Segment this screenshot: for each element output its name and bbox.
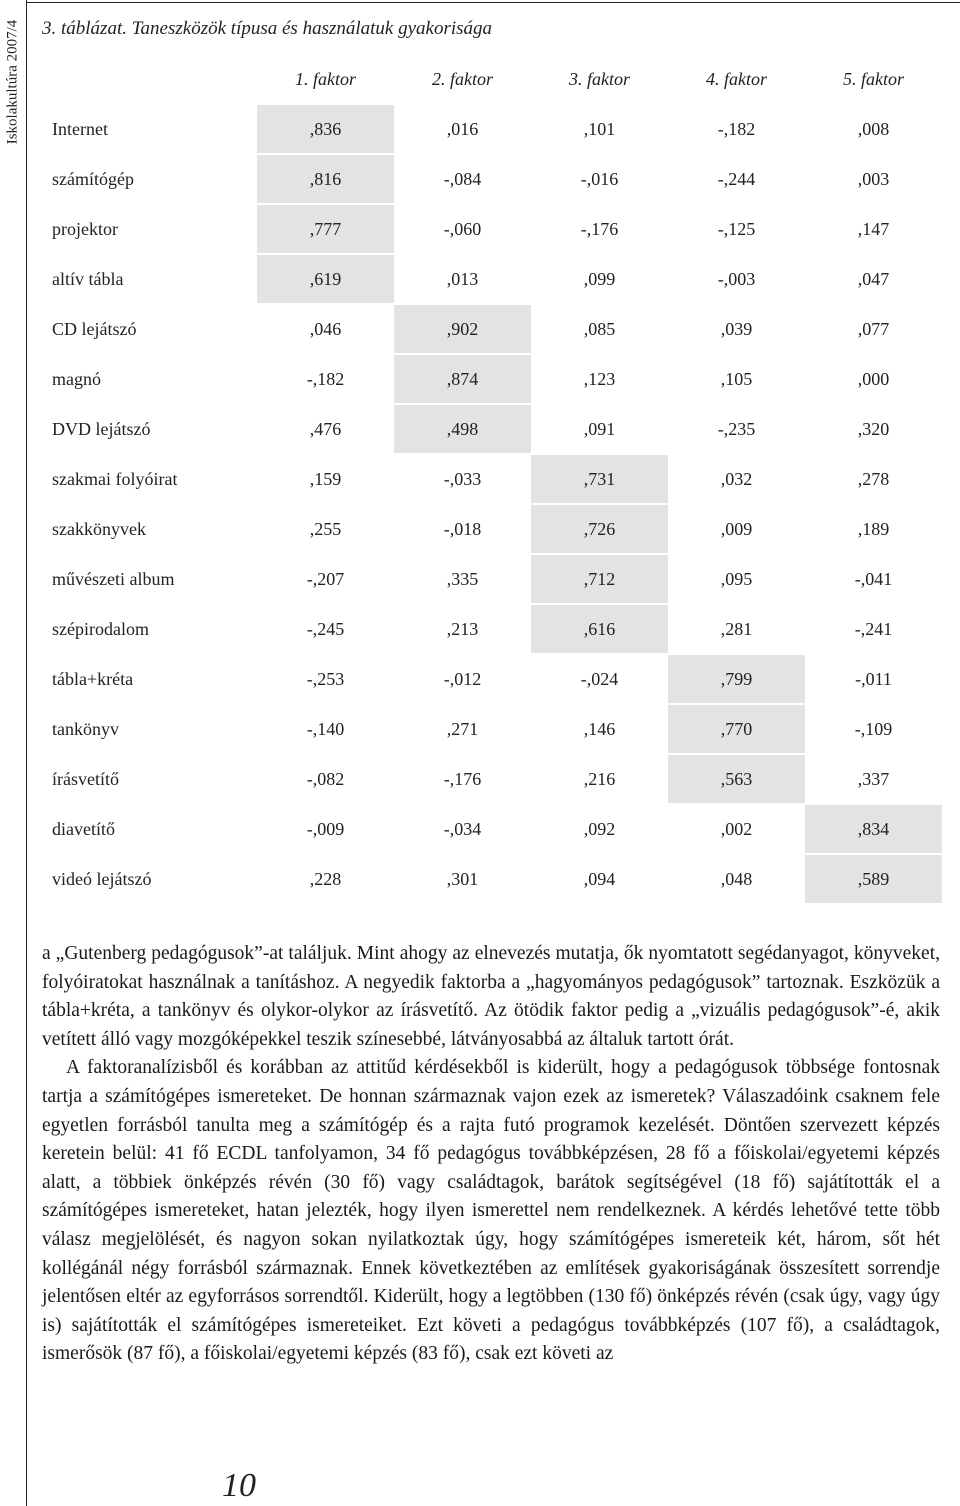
- factor-1-value: -,253: [257, 654, 394, 704]
- body-text: [42, 940, 940, 1369]
- factor-2-value: -,176: [394, 754, 531, 804]
- factor-3-value: ,092: [531, 804, 668, 854]
- factor-table: [42, 55, 942, 905]
- factor-1-value: -,207: [257, 554, 394, 604]
- factor-5-value: ,320: [805, 404, 942, 454]
- factor-2-value: ,874: [394, 354, 531, 404]
- factor-1-value: ,619: [257, 254, 394, 304]
- table-header-row: [42, 55, 942, 104]
- row-label: tábla+kréta: [42, 654, 257, 704]
- factor-1-value: ,836: [257, 104, 394, 154]
- factor-1-value: ,046: [257, 304, 394, 354]
- factor-1-value: ,476: [257, 404, 394, 454]
- factor-5-value: ,077: [805, 304, 942, 354]
- factor-4-value: ,281: [668, 604, 805, 654]
- header-empty-cell: [42, 55, 257, 104]
- factor-2-value: ,498: [394, 404, 531, 454]
- factor-5-value: ,000: [805, 354, 942, 404]
- factor-2-value: -,060: [394, 204, 531, 254]
- factor-5-value: ,337: [805, 754, 942, 804]
- row-label: szakkönyvek: [42, 504, 257, 554]
- factor-3-value: ,099: [531, 254, 668, 304]
- factor-4-value: ,770: [668, 704, 805, 754]
- header-factor-3: 3. faktor: [531, 55, 668, 104]
- table-row: [42, 104, 942, 154]
- factor-3-value: -,176: [531, 204, 668, 254]
- factor-1-value: -,009: [257, 804, 394, 854]
- table-row: [42, 654, 942, 704]
- factor-3-value: ,146: [531, 704, 668, 754]
- factor-3-value: ,712: [531, 554, 668, 604]
- factor-4-value: ,039: [668, 304, 805, 354]
- factor-1-value: ,777: [257, 204, 394, 254]
- table-row: [42, 604, 942, 654]
- factor-2-value: ,271: [394, 704, 531, 754]
- factor-4-value: ,048: [668, 854, 805, 904]
- row-label: altív tábla: [42, 254, 257, 304]
- row-label: Internet: [42, 104, 257, 154]
- table-row: [42, 304, 942, 354]
- table-body: [42, 104, 942, 904]
- factor-2-value: -,084: [394, 154, 531, 204]
- factor-1-value: -,082: [257, 754, 394, 804]
- factor-4-value: -,125: [668, 204, 805, 254]
- factor-2-value: -,012: [394, 654, 531, 704]
- factor-3-value: -,016: [531, 154, 668, 204]
- factor-5-value: ,278: [805, 454, 942, 504]
- factor-3-value: ,091: [531, 404, 668, 454]
- row-label: magnó: [42, 354, 257, 404]
- row-label: DVD lejátszó: [42, 404, 257, 454]
- factor-3-value: -,024: [531, 654, 668, 704]
- factor-5-value: -,041: [805, 554, 942, 604]
- row-label: művészeti album: [42, 554, 257, 604]
- row-label: írásvetítő: [42, 754, 257, 804]
- journal-name: Iskolakultúra 2007/4: [4, 19, 21, 145]
- table-row: [42, 154, 942, 204]
- factor-2-value: ,902: [394, 304, 531, 354]
- table-caption: 3. táblázat. Taneszközök típusa és használatuk gyakorisága: [42, 18, 493, 39]
- factor-4-value: ,799: [668, 654, 805, 704]
- table-row: [42, 704, 942, 754]
- table-row: [42, 454, 942, 504]
- factor-4-value: -,182: [668, 104, 805, 154]
- factor-5-value: ,008: [805, 104, 942, 154]
- factor-5-value: ,003: [805, 154, 942, 204]
- factor-3-value: ,731: [531, 454, 668, 504]
- factor-3-value: ,216: [531, 754, 668, 804]
- factor-5-value: ,147: [805, 204, 942, 254]
- factor-4-value: -,003: [668, 254, 805, 304]
- row-label: tankönyv: [42, 704, 257, 754]
- factor-3-value: ,094: [531, 854, 668, 904]
- factor-3-value: ,726: [531, 504, 668, 554]
- factor-4-value: ,563: [668, 754, 805, 804]
- factor-5-value: ,834: [805, 804, 942, 854]
- table-row: [42, 204, 942, 254]
- factor-2-value: ,335: [394, 554, 531, 604]
- factor-4-value: ,009: [668, 504, 805, 554]
- factor-1-value: -,245: [257, 604, 394, 654]
- paragraph: A faktoranalízisből és korábban az attitűd kérdésekből is kiderült, hogy a pedagógusok többsége fontosnak tartja a számítógépes ismereteket. De honnan származnak vajon ezek az ismeretek? Válaszadóink csaknem fele egyetlen forrásból tanulta meg a számítógép és a rajta futó programok kezelését. Döntően szervezett képzés keretein belül: 41 fő ECDL tanfolyamon, 34 fő pedagógus továbbképzésen, 28 fő a főiskolai/egyetemi képzés alatt, a többiek önképzés révén (30 fő) vagy családtagok, barátok segítségével (18 fő) sajátították el a számítógépes ismereteket, hatan jelezték, hogy ilyen ismerettel nem rendelkeznek. A kérdés lehetővé tette több válasz megjelölését, és nagyon sokan nyilatkoztak úgy, hogy számítógépes ismereteik két, három, sőt hét kollégánál négy forrásból származnak. Ennek következtében az említések gyakoriságának összesített sorrendje jelentősen eltér az egyforrásos sorrendtől. Kiderült, hogy a legtöbben (130 fő) önképzés révén (csak úgy, vagy úgy is) sajátították el számítógépes ismereteiket. Ezt követi a pedagógus továbbképzés (107 fő), a családtagok, ismerősök (87 fő), a főiskolai/egyetemi képzés (83 fő), csak ezt követi az: [42, 1057, 940, 1365]
- factor-2-value: -,034: [394, 804, 531, 854]
- factor-2-value: ,013: [394, 254, 531, 304]
- factor-1-value: -,140: [257, 704, 394, 754]
- sidebar: [0, 0, 27, 1506]
- factor-2-value: ,213: [394, 604, 531, 654]
- table-row: [42, 404, 942, 454]
- factor-1-value: ,228: [257, 854, 394, 904]
- table-row: [42, 854, 942, 904]
- factor-3-value: ,101: [531, 104, 668, 154]
- row-label: CD lejátszó: [42, 304, 257, 354]
- table-row: [42, 554, 942, 604]
- factor-5-value: -,241: [805, 604, 942, 654]
- factor-4-value: ,095: [668, 554, 805, 604]
- factor-2-value: ,301: [394, 854, 531, 904]
- factor-5-value: ,189: [805, 504, 942, 554]
- factor-2-value: -,018: [394, 504, 531, 554]
- top-rule: [26, 2, 960, 3]
- factor-1-value: ,159: [257, 454, 394, 504]
- table-row: [42, 254, 942, 304]
- factor-4-value: -,244: [668, 154, 805, 204]
- factor-4-value: -,235: [668, 404, 805, 454]
- header-factor-5: 5. faktor: [805, 55, 942, 104]
- row-label: számítógép: [42, 154, 257, 204]
- header-factor-4: 4. faktor: [668, 55, 805, 104]
- factor-5-value: ,047: [805, 254, 942, 304]
- paragraph: a „Gutenberg pedagógusok”-at találjuk. Mint ahogy az elnevezés mutatja, ők nyomtatott segédanyagot, könyveket, folyóiratokat használnak a tanításhoz. A negyedik faktorba a „hagyományos pedagógusok” tartoznak. Eszközük a tábla+kréta, a tankönyv és olykor-olykor az írásvetítő. Az ötödik faktor pedig a „vizuális pedagógusok”-é, akik vetített álló vagy mozgóképekkel teszik színesebbé, látványosabbá az általuk tartott órát.: [42, 943, 940, 1050]
- factor-3-value: ,085: [531, 304, 668, 354]
- row-label: szépirodalom: [42, 604, 257, 654]
- factor-4-value: ,002: [668, 804, 805, 854]
- factor-2-value: -,033: [394, 454, 531, 504]
- row-label: projektor: [42, 204, 257, 254]
- page-number: 10: [222, 1467, 256, 1504]
- row-label: videó lejátszó: [42, 854, 257, 904]
- factor-1-value: -,182: [257, 354, 394, 404]
- factor-1-value: ,816: [257, 154, 394, 204]
- table-row: [42, 754, 942, 804]
- row-label: szakmai folyóirat: [42, 454, 257, 504]
- factor-1-value: ,255: [257, 504, 394, 554]
- factor-5-value: ,589: [805, 854, 942, 904]
- factor-5-value: -,011: [805, 654, 942, 704]
- header-factor-2: 2. faktor: [394, 55, 531, 104]
- row-label: diavetítő: [42, 804, 257, 854]
- factor-3-value: ,616: [531, 604, 668, 654]
- table-row: [42, 354, 942, 404]
- factor-5-value: -,109: [805, 704, 942, 754]
- table-row: [42, 504, 942, 554]
- factor-4-value: ,105: [668, 354, 805, 404]
- factor-4-value: ,032: [668, 454, 805, 504]
- factor-3-value: ,123: [531, 354, 668, 404]
- table-row: [42, 804, 942, 854]
- factor-2-value: ,016: [394, 104, 531, 154]
- header-factor-1: 1. faktor: [257, 55, 394, 104]
